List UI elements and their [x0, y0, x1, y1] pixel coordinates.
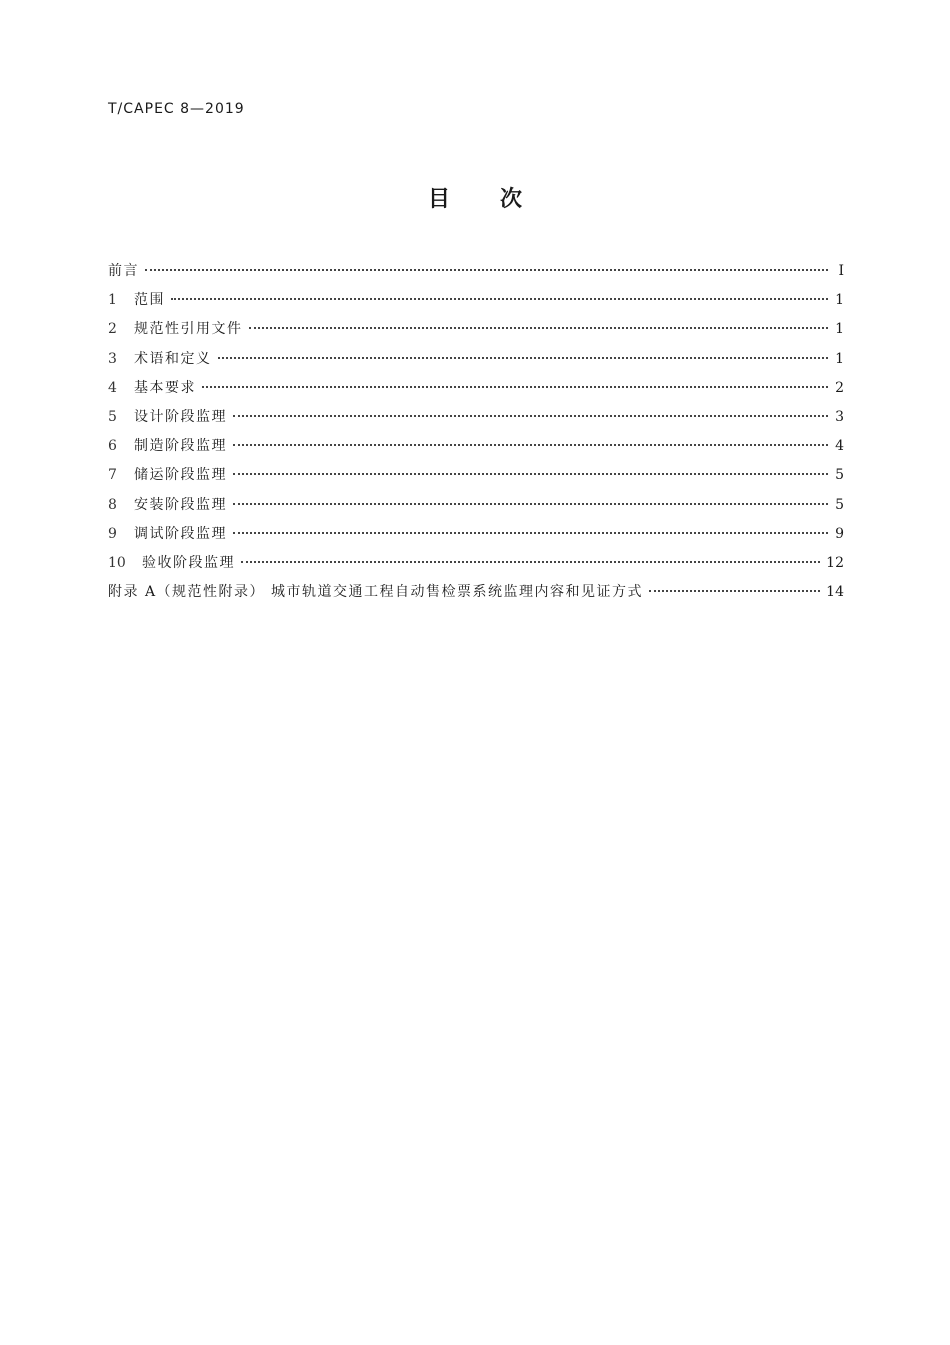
toc-entry-10[interactable] [108, 552, 844, 581]
toc-entry-label: 储运阶段监理 [134, 467, 227, 484]
toc-entry-7[interactable] [108, 464, 844, 493]
dot-leader [249, 327, 829, 329]
toc-entry-number: 9 [108, 525, 117, 542]
dot-leader [233, 473, 828, 475]
document-code: T/CAPEC 8—2019 [108, 101, 245, 117]
toc-entry-page: 12 [826, 554, 844, 571]
toc-entry-page: 1 [835, 350, 844, 367]
toc-entry-number: 8 [108, 496, 117, 513]
dot-leader [218, 357, 829, 359]
dot-leader [241, 561, 820, 563]
toc-entry-number: 2 [108, 321, 117, 338]
toc-entry-label: 术语和定义 [134, 350, 212, 367]
toc-entry-9[interactable] [108, 523, 844, 552]
dot-leader [649, 590, 820, 592]
toc-entry-3[interactable] [108, 348, 844, 377]
toc-entry-label: 验收阶段监理 [142, 554, 235, 571]
toc-entry-appendix-a[interactable] [108, 581, 844, 610]
toc-entry-page: 9 [835, 525, 844, 542]
toc-entry-page: 5 [835, 496, 844, 513]
toc-entry-number: 6 [108, 438, 117, 455]
toc-entry-4[interactable] [108, 377, 844, 406]
dot-leader [171, 298, 828, 300]
toc-entry-page: 1 [835, 321, 844, 338]
toc-entry-label: 规范性引用文件 [134, 321, 243, 338]
toc-entry-label: 设计阶段监理 [134, 408, 227, 425]
table-of-contents [108, 260, 844, 610]
dot-leader [233, 503, 828, 505]
toc-entry-page: 3 [835, 408, 844, 425]
dot-leader [145, 269, 828, 271]
toc-entry-number: 4 [108, 379, 117, 396]
toc-entry-label: 调试阶段监理 [134, 525, 227, 542]
toc-entry-2[interactable] [108, 318, 844, 347]
toc-entry-number: 7 [108, 467, 117, 484]
toc-entry-label: 制造阶段监理 [134, 438, 227, 455]
toc-entry-5[interactable] [108, 406, 844, 435]
dot-leader [202, 386, 828, 388]
toc-entry-label: 附录 A（规范性附录） 城市轨道交通工程自动售检票系统监理内容和见证方式 [108, 584, 644, 601]
toc-entry-page: 2 [835, 379, 844, 396]
toc-entry-label: 基本要求 [134, 379, 196, 396]
toc-entry-number: 1 [108, 292, 117, 309]
toc-entry-page: I [838, 263, 844, 279]
toc-entry-label: 前言 [108, 263, 139, 279]
toc-entry-number: 3 [108, 350, 117, 367]
toc-entry-page: 1 [835, 292, 844, 309]
toc-entry-label: 安装阶段监理 [134, 496, 227, 513]
toc-entry-page: 5 [835, 467, 844, 484]
toc-entry-page: 14 [826, 584, 844, 601]
dot-leader [233, 444, 828, 446]
toc-entry-6[interactable] [108, 435, 844, 464]
toc-entry-8[interactable] [108, 494, 844, 523]
dot-leader [233, 532, 828, 534]
toc-title: 目次 [427, 187, 572, 212]
dot-leader [233, 415, 828, 417]
toc-entry-1[interactable] [108, 289, 844, 318]
toc-entry-number: 5 [108, 408, 117, 425]
toc-entry-page: 4 [835, 438, 844, 455]
toc-entry-number: 10 [108, 554, 126, 571]
toc-entry-label: 范围 [134, 292, 165, 309]
toc-entry-preface[interactable] [108, 260, 844, 289]
